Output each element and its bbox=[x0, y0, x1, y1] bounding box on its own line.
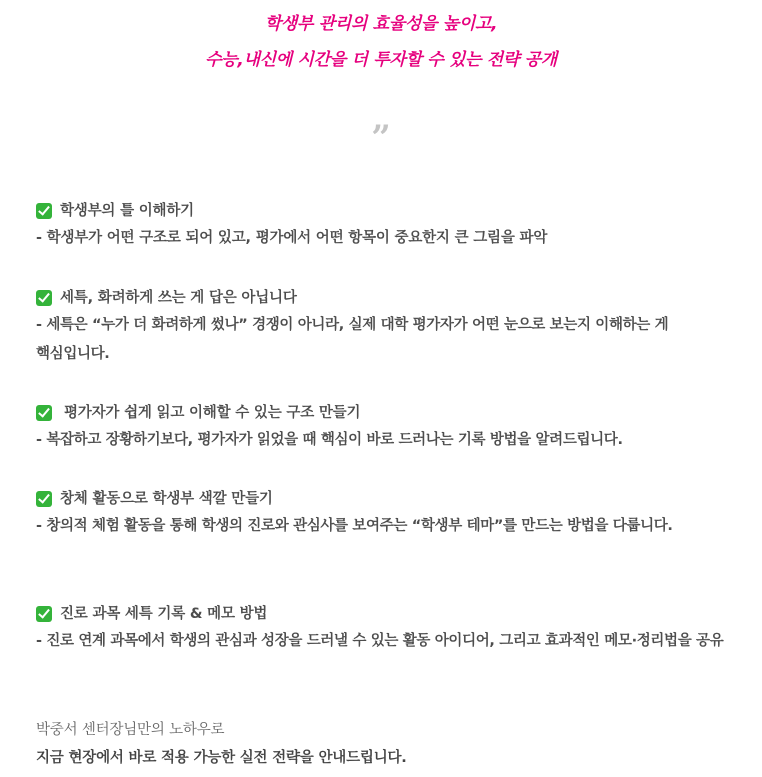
outro-line-1: 박중서 센터장님만의 노하우로 bbox=[36, 722, 225, 738]
section-title-row bbox=[36, 198, 736, 224]
check-mark-icon bbox=[36, 203, 52, 219]
outro-line-2: 지금 현장에서 바로 적용 가능한 실전 전략을 안내드립니다. bbox=[36, 750, 407, 766]
section-title: 평가자가 쉽게 읽고 이해할 수 있는 구조 만들기 bbox=[64, 405, 361, 421]
section-description: - 진로 연계 과목에서 학생의 관심과 성장을 드러낼 수 있는 활동 아이디어, 그리고 효과적인 메모·정리법을 공유 bbox=[36, 633, 724, 649]
section-title: 창체 활동으로 학생부 색깔 만들기 bbox=[60, 491, 273, 507]
section-title-row bbox=[36, 601, 736, 627]
section-readable-structure bbox=[36, 400, 736, 455]
section-title-row bbox=[36, 486, 736, 512]
section-title: 진로 과목 세특 기록 & 메모 방법 bbox=[60, 606, 268, 622]
check-mark-icon bbox=[36, 290, 52, 306]
section-career-subject bbox=[36, 601, 736, 656]
check-mark-icon bbox=[36, 405, 52, 421]
section-description: - 세특은 “누가 더 화려하게 썼나” 경쟁이 아니라, 실제 대학 평가자가 어떤 눈으로 보는지 이해하는 게 핵심입니다. bbox=[36, 317, 669, 362]
headline-line-2: 수능,내신에 시간을 더 투자할 수 있는 전략 공개 bbox=[205, 50, 557, 70]
section-creative-activity bbox=[36, 486, 736, 541]
section-title: 세특, 화려하게 쓰는 게 답은 아닙니다 bbox=[60, 290, 297, 306]
section-description: - 복잡하고 장황하기보다, 평가자가 읽었을 때 핵심이 바로 드러나는 기록 방법을 알려드립니다. bbox=[36, 432, 623, 448]
section-title: 학생부의 틀 이해하기 bbox=[60, 203, 194, 219]
quote-mark-icon: ” bbox=[371, 118, 391, 158]
section-structure bbox=[36, 198, 736, 253]
section-description: - 창의적 체험 활동을 통해 학생의 진로와 관심사를 보여주는 “학생부 테마”를 만드는 방법을 다룹니다. bbox=[36, 518, 673, 534]
headline-line-1: 학생부 관리의 효율성을 높이고, bbox=[264, 14, 498, 34]
check-mark-icon bbox=[36, 491, 52, 507]
section-description: - 학생부가 어떤 구조로 되어 있고, 평가에서 어떤 항목이 중요한지 큰 그림을 파악 bbox=[36, 230, 548, 246]
section-title-row bbox=[36, 400, 736, 426]
check-mark-icon bbox=[36, 606, 52, 622]
section-title-row bbox=[36, 285, 736, 311]
section-setuk bbox=[36, 285, 736, 369]
